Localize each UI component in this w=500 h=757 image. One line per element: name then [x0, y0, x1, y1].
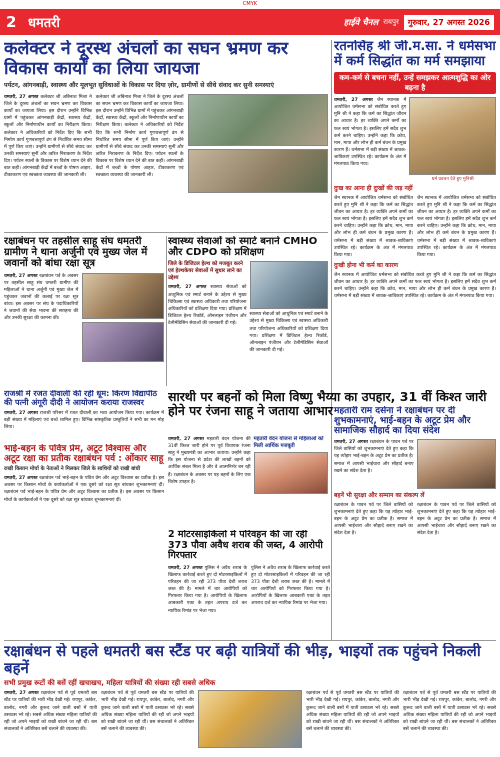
- monk-photo: [409, 97, 496, 175]
- health-training-byline: धमतरी, 27 अगस्त: [168, 285, 207, 291]
- liquor-seizure-body-col: [168, 565, 247, 615]
- shubhkamna-body: रक्षाबंधन के पावन पर्व पर जिले वासियों को शुभकामनाएं देते हुए कहा कि यह त्योहार भाई-बहन के अटूट प्रेम का प्रतीक है। समाज में आपसी भाईचारा और सौहार्द बनाए रखने का संदेश देता है।: [334, 440, 414, 474]
- lead-byline: धमतरी, 27 अगस्त: [4, 95, 39, 101]
- mahtari-vandan-body: महतारी वंदन योजना की 31वीं किश्त जारी होने पर पूर्व विधायक रंजना साहू ने मुख्यमंत्री का आभार जताया। उन्होंने कहा कि इस योजना से प्रदेश की लाखों बहनों को आर्थिक संबल मिला है और वे आत्मनिर्भर बन रही हैं। रक्षाबंधन के अवसर पर यह बहनों के लिए एक विशेष उपहार है।: [168, 437, 251, 485]
- bus-stand-headline: रक्षाबंधन से पहले धमतरी बस स्टैंड पर बढ़ी यात्रियों की भीड़, भाइयों तक पहुंचने निकली बहनें: [4, 643, 481, 677]
- lead-body-continued: कलेक्टर श्री अबिनाश मिश्रा ने जिले के दूरस्थ अंचलों का सघन भ्रमण कर विकास कार्यों का जायजा लिया। इस दौरान उन्होंने विभिन्न ग्रामों में पहुंचकर आंगनबाड़ी केंद्रों, स्वास्थ्य केंद्रों, स्कूलों और निर्माणाधीन कार्यों का निरीक्षण किया। कलेक्टर ने अधिकारियों को निर्देश दिए कि सभी निर्माण कार्य गुणवत्तापूर्ण ढंग से निर्धारित समय सीमा में पूर्ण किए जाएं। उन्होंने ग्रामीणों से सीधे संवाद कर उनकी समस्याएं सुनीं और त्वरित निराकरण के निर्देश दिए। पर्यटन स्थलों के विकास पर विशेष ध्यान देने की बात कही। आंगनबाड़ी केंद्रों में बच्चों के पोषण आहार, टीकाकरण एवं स्वच्छता व्यवस्था की जानकारी ली।: [95, 95, 184, 179]
- health-training-article: [168, 236, 328, 386]
- health-training-headline: स्वास्थ्य सेवाओं को स्मार्ट बनाने CMHO और CDPO को प्रशिक्षण: [168, 236, 318, 259]
- omkar-sahu-body: [4, 475, 164, 503]
- health-training-body: स्वास्थ्य सेवाओं को आधुनिक एवं स्मार्ट बनाने के उद्देश्य से मुख्य चिकित्सा एवं स्वास्थ्य अधिकारी तथा परियोजना अधिकारियों को प्रशिक्षण दिया गया। प्रशिक्षण में डिजिटल हेल्थ रिकॉर्ड, ऑनलाइन पंजीयन और टेलीमेडिसिन सेवाओं की जानकारी दी गई।: [168, 285, 247, 326]
- omkar-sahu-body-text-2: रक्षाबंधन पर्व भाई-बहन के पवित्र प्रेम और अटूट विश्वास का प्रतीक है। इस अवसर पर किसान मोर्चा के कार्यकर्ताओं ने एक दूसरे को रक्षा सूत्र बांधकर शुभकामनाएं दीं।: [4, 490, 164, 503]
- dharmsabha-byline: धमतरी, 27 अगस्त: [334, 98, 373, 104]
- bus-stand-subheadline: सभी प्रमुख रूटों की बसें रहीं खचाखच, महिला यात्रियों की संख्या रही सबसे अधिक: [4, 678, 216, 687]
- dharmsabha-body: जैन स्थानक में आयोजित धर्मसभा को संबोधित करते हुए मुनि श्री ने कहा कि कर्म का सिद्धांत जीवन का आधार है। हर व्यक्ति अपने कर्मों का फल स्वयं भोगता है। इसलिए हमें सदैव शुभ कर्म करने चाहिए। उन्होंने कहा कि क्रोध, मान, माया और लोभ ही कर्म बंधन के प्रमुख कारण हैं। धर्मसभा में बड़ी संख्या में श्रावक-श्राविकाएं उपस्थित रहे। कार्यक्रम के अंत में मंगलपाठ किया गया।: [334, 98, 407, 168]
- shubhkamna-body-3: रक्षाबंधन के पावन पर्व पर जिले वासियों को शुभकामनाएं देते हुए कहा कि यह त्योहार भाई-बहन के अटूट प्रेम का प्रतीक है। समाज में आपसी भाईचारा और सौहार्द बनाए रखने का संदेश देता है।: [417, 503, 496, 537]
- mahtari-vandan-body-col: [168, 436, 251, 494]
- omkar-sahu-inset: राखी किसान मोर्चा के नेताओं ने मिलकर जिले के साथियों को राखी बांधी: [4, 466, 141, 473]
- health-training-body-col: [168, 284, 247, 327]
- shubhkamna-body-col: [334, 439, 414, 489]
- health-training-body-col-2: [250, 311, 329, 354]
- rajshri-byline: धमतरी, 27 अगस्त: [4, 410, 38, 416]
- training-photo: [250, 261, 329, 309]
- bus-stand-byline: धमतरी, 27 अगस्त: [4, 691, 39, 697]
- dharmsabha-body-2: जैन स्थानक में आयोजित धर्मसभा को संबोधित करते हुए मुनि श्री ने कहा कि कर्म का सिद्धांत जीवन का आधार है। हर व्यक्ति अपने कर्मों का फल स्वयं भोगता है। इसलिए हमें सदैव शुभ कर्म करने चाहिए। उन्होंने कहा कि क्रोध, मान, माया और लोभ ही कर्म बंधन के प्रमुख कारण हैं। धर्मसभा में बड़ी संख्या में श्रावक-श्राविकाएं उपस्थित रहे। कार्यक्रम के अंत में मंगलपाठ किया गया।: [334, 195, 413, 258]
- sahu-sangh-headline: रक्षाबंधन पर तहसील साहू संघ धमतरी ग्रामीण ने थाना अर्जुनी एवं मुख्य जेल में जवानों को बांधा रक्षा सूत्र: [4, 236, 148, 270]
- liquor-seizure-body-2: पुलिस ने अवैध शराब के खिलाफ कार्रवाई करते हुए दो मोटरसाइकिलों में परिवहन की जा रही 373 पौवा देशी शराब जब्त की है। मामले में चार आरोपियों को गिरफ्तार किया गया है। आरोपियों के खिलाफ आबकारी एक्ट के तहत अपराध दर्ज कर न्यायिक रिमांड पर भेजा गया।: [251, 565, 330, 607]
- health-training-body-2: स्वास्थ्य सेवाओं को आधुनिक एवं स्मार्ट बनाने के उद्देश्य से मुख्य चिकित्सा एवं स्वास्थ्य अधिकारी तथा परियोजना अधिकारियों को प्रशिक्षण दिया गया। प्रशिक्षण में डिजिटल हेल्थ रिकॉर्ड, ऑनलाइन पंजीयन और टेलीमेडिसिन सेवाओं की जानकारी दी गई।: [249, 312, 328, 353]
- mahtari-vandan-byline: धमतरी, 27 अगस्त: [168, 437, 204, 442]
- lead-subheadline: पर्यटन, आंगनबाड़ी, स्वास्थ्य और मूलभूत सुविधाओं के विकास पर दिया ज़ोर, ग्रामीणों से सीधे संवाद कर सुनी समस्याएं: [4, 82, 274, 90]
- dharmsabha-body-4: जैन स्थानक में आयोजित धर्मसभा को संबोधित करते हुए मुनि श्री ने कहा कि कर्म का सिद्धांत जीवन का आधार है। हर व्यक्ति अपने कर्मों का फल स्वयं भोगता है। इसलिए हमें सदैव शुभ कर्म करने चाहिए। उन्होंने कहा कि क्रोध, मान, माया और लोभ ही कर्म बंधन के प्रमुख कारण हैं। धर्मसभा में बड़ी संख्या में श्रावक-श्राविकाएं उपस्थित रहे। कार्यक्रम के अंत में मंगलपाठ किया गया।: [334, 272, 496, 299]
- dharmsabha-body-col: [334, 97, 406, 182]
- liquor-seizure-body-col-2: [251, 565, 330, 615]
- liquor-seizure-headline: 2 मोटरसाइकिलों में परिवहन की जा रही 373 पौवा अवैध शराब की जब्त, 4 आरोपी गिरफ्तार: [168, 530, 323, 562]
- dharmsabha-subheadline: कम-कर्म से बचना नहीं, उन्हें समझकर आत्मशुद्धि का ओर बढ़ना है: [334, 72, 496, 94]
- sahu-sangh-body: रक्षाबंधन पर्व के अवसर पर तहसील साहू संघ धमतरी ग्रामीण की महिलाओं ने थाना अर्जुनी एवं मुख्य जेल में पहुंचकर जवानों की कलाई पर रक्षा सूत्र बांधा। इस अवसर पर संघ के पदाधिकारियों ने जवानों की सेवा भावना की सराहना की और उनकी सुरक्षा की कामना की।: [4, 273, 79, 322]
- shubhkamna-article: [334, 406, 496, 638]
- dharmsabha-kicker-2: दुःखी होना भी कर्म का कारण: [334, 261, 399, 269]
- bus-stand-body-col-1: [4, 690, 97, 748]
- lead-body: कलेक्टर श्री अबिनाश मिश्रा ने जिले के दूरस्थ अंचलों का सघन भ्रमण कर विकास कार्यों का जायजा लिया। इस दौरान उन्होंने विभिन्न ग्रामों में पहुंचकर आंगनबाड़ी केंद्रों, स्वास्थ्य केंद्रों, स्कूलों और निर्माणाधीन कार्यों का निरीक्षण किया। कलेक्टर ने अधिकारियों को निर्देश दिए कि सभी निर्माण कार्य गुणवत्तापूर्ण ढंग से निर्धारित समय सीमा में पूर्ण किए जाएं। उन्होंने ग्रामीणों से सीधे संवाद कर उनकी समस्याएं सुनीं और त्वरित निराकरण के निर्देश दिए। पर्यटन स्थलों के विकास पर विशेष ध्यान देने की बात कही। आंगनबाड़ी केंद्रों में बच्चों के पोषण आहार, टीकाकरण एवं स्वच्छता व्यवस्था की जानकारी ली।: [4, 95, 92, 179]
- bus-stand-body-col-4: [403, 690, 496, 748]
- divider: [4, 640, 496, 641]
- liquor-seizure-body: पुलिस ने अवैध शराब के खिलाफ कार्रवाई करते हुए दो मोटरसाइकिलों में परिवहन की जा रही 373 पौवा देशी शराब जब्त की है। मामले में चार आरोपियों को गिरफ्तार किया गया है। आरोपियों के खिलाफ आबकारी एक्ट के तहत अपराध दर्ज कर न्यायिक रिमांड पर भेजा गया।: [168, 565, 247, 614]
- omkar-sahu-article: [4, 444, 164, 574]
- column-divider: [331, 40, 332, 640]
- color-registration-strip: CMYK: [0, 0, 500, 8]
- rakhi-jail-photo: [82, 322, 164, 362]
- shubhkamna-body-2: रक्षाबंधन के पावन पर्व पर जिले वासियों को शुभकामनाएं देते हुए कहा कि यह त्योहार भाई-बहन के अटूट प्रेम का प्रतीक है। समाज में आपसी भाईचारा और सौहार्द बनाए रखने का संदेश देता है।: [334, 503, 413, 537]
- dharmsabha-kicker-1: दुःख का आना ही दुःखों की जड़ नहीं: [334, 185, 413, 193]
- edition-date: गुरुवार, 27 अगस्त 2026: [404, 15, 494, 30]
- omkar-sahu-headline: भाई-बहन के पवित्र प्रेम, अटूट विश्वास और अटूट रक्षा का प्रतीक रक्षाबंधन पर्व : ओंकार साहू: [4, 444, 164, 465]
- shubhkamna-kicker: बहनें भी सुरक्षा और सम्मान का संकल्प लें: [334, 492, 425, 500]
- page-number: 2: [6, 13, 17, 31]
- shubhkamna-byline: धमतरी, 27 अगस्त: [334, 440, 368, 446]
- sahu-sangh-body-col: [4, 273, 78, 362]
- liquor-seizure-article: [168, 530, 330, 630]
- column-divider: [166, 236, 167, 386]
- shubhkamna-body-col-2: [334, 502, 413, 538]
- dharmsabha-body-col-3: [417, 195, 496, 259]
- section-title: धमतरी: [28, 16, 60, 31]
- divider: [4, 232, 328, 233]
- dharmsabha-body-3: जैन स्थानक में आयोजित धर्मसभा को संबोधित करते हुए मुनि श्री ने कहा कि कर्म का सिद्धांत जीवन का आधार है। हर व्यक्ति अपने कर्मों का फल स्वयं भोगता है। इसलिए हमें सदैव शुभ कर्म करने चाहिए। उन्होंने कहा कि क्रोध, मान, माया और लोभ ही कर्म बंधन के प्रमुख कारण हैं। धर्मसभा में बड़ी संख्या में श्रावक-श्राविकाएं उपस्थित रहे। कार्यक्रम के अंत में मंगलपाठ किया गया।: [417, 195, 496, 258]
- collector-photo-1: [188, 94, 328, 146]
- omkar-sahu-byline: धमतरी, 27 अगस्त: [4, 476, 38, 482]
- dharmsabha-article: [334, 40, 496, 402]
- mahtari-vandan-headline: सारथी पर बहनों को मिला विष्णु भैय्या का उपहार, 31 वीं किश्त जारी होने पर रंजना साहू ने जताया आभार: [168, 390, 487, 418]
- collector-photo-2: [188, 149, 328, 193]
- liquor-seizure-byline: धमतरी, 27 अगस्त: [168, 565, 203, 571]
- omkar-sahu-body-text: रक्षाबंधन पर्व भाई-बहन के पवित्र प्रेम और अटूट विश्वास का प्रतीक है। इस अवसर पर किसान मोर्चा के कार्यकर्ताओं ने एक दूसरे को रक्षा सूत्र बांधकर शुभकामनाएं दीं।: [4, 476, 164, 489]
- lead-headline: कलेक्टर ने दूरस्थ अंचलों का सघन भ्रमण कर विकास कार्यों का लिया जायजा: [4, 40, 289, 79]
- page-masthead: [0, 9, 500, 35]
- rajshri-body-text: राजश्री परिसर में रजत दीवाली का भव्य आयोजन किया गया। कार्यक्रम में बड़ी संख्या में महिलाएं एवं बच्चे शामिल हुए। विभिन्न सांस्कृतिक प्रस्तुतियों ने सभी का मन मोह लिया।: [4, 410, 164, 431]
- rakhi-police-photo: [82, 273, 164, 319]
- bus-stand-photo: [198, 690, 302, 748]
- lead-photo-block: [188, 94, 328, 193]
- lead-article-collector-tour: [4, 40, 328, 230]
- rajshri-article: [4, 390, 164, 440]
- sahu-sangh-article: [4, 236, 164, 386]
- newspaper-brand: हाईवे चैनल: [343, 17, 379, 28]
- bus-stand-body-col-2: [101, 690, 194, 748]
- dharmsabha-body-col-2: [334, 195, 413, 259]
- bus-stand-body: रक्षाबंधन पर्व से पूर्व धमतरी बस स्टैंड पर यात्रियों की भारी भीड़ देखी गई। रायपुर, कांकेर, बालोद, नगरी और कुरूद जाने वाली बसों में यात्री ठसाठस भरे रहे। सबसे अधिक संख्या महिला यात्रियों की रही जो अपने भाइयों को राखी बांधने जा रही थीं। बस संचालकों ने अतिरिक्त बसें चलाने की व्यवस्था की।: [4, 691, 97, 732]
- mahtari-vandan-article: [168, 436, 328, 528]
- dharmsabha-body-col-4: [334, 272, 496, 300]
- shubhkamna-headline: महतारी राम दसेना ने रक्षाबंधन पर दी शुभकामनाएं, भाई-बहन के अटूट प्रेम और सामाजिक सौहार्द का दिया संदेश: [334, 406, 471, 437]
- leader-photo: [417, 439, 497, 489]
- bus-stand-body-3: रक्षाबंधन पर्व से पूर्व धमतरी बस स्टैंड पर यात्रियों की भारी भीड़ देखी गई। रायपुर, कांकेर, बालोद, नगरी और कुरूद जाने वाली बसों में यात्री ठसाठस भरे रहे। सबसे अधिक संख्या महिला यात्रियों की रही जो अपने भाइयों को राखी बांधने जा रही थीं। बस संचालकों ने अतिरिक्त बसें चलाने की व्यवस्था की।: [306, 691, 400, 732]
- lead-body-col-2: [96, 94, 184, 193]
- bus-stand-article: [4, 643, 496, 755]
- mahtari-vandan-bullet: महतारी वंदन योजना से महिलाओं को मिली आर्थिक मजबूती: [253, 436, 324, 450]
- lead-body-col-1: [4, 94, 92, 193]
- health-training-inset: जिले के डिजिटल हेल्थ को मजबूत करने एवं हेल्थकेयर सेवाओं में सुधार लाने का उद्देश्य: [168, 261, 243, 282]
- bus-stand-body-2: रक्षाबंधन पर्व से पूर्व धमतरी बस स्टैंड पर यात्रियों की भारी भीड़ देखी गई। रायपुर, कांकेर, बालोद, नगरी और कुरूद जाने वाली बसों में यात्री ठसाठस भरे रहे। सबसे अधिक संख्या महिला यात्रियों की रही जो अपने भाइयों को राखी बांधने जा रही थीं। बस संचालकों ने अतिरिक्त बसें चलाने की व्यवस्था की।: [100, 691, 194, 732]
- monk-photo-caption: धर्म प्रवचन देते हुए मुनिश्री: [431, 177, 474, 183]
- dharmsabha-headline: रतनसिंह श्री जी.म.सा. ने धर्मसभा में कर्म सिद्धांत का मर्म समझाया: [334, 40, 496, 69]
- rajshri-headline: राजश्री में रजत दीवाली की रही धूम: किरण विद्यापीठ की पत्नी अंगूरी दीदी ने आयोजन कराया राजस्वर: [4, 390, 158, 407]
- sahu-sangh-byline: धमतरी, 27 अगस्त: [4, 273, 38, 279]
- bus-stand-body-col-3: [306, 690, 399, 748]
- ranjana-sahu-photo: [254, 452, 328, 494]
- bus-stand-body-4: रक्षाबंधन पर्व से पूर्व धमतरी बस स्टैंड पर यात्रियों की भारी भीड़ देखी गई। रायपुर, कांकेर, बालोद, नगरी और कुरूद जाने वाली बसों में यात्री ठसाठस भरे रहे। सबसे अधिक संख्या महिला यात्रियों की रही जो अपने भाइयों को राखी बांधने जा रही थीं। बस संचालकों ने अतिरिक्त बसें चलाने की व्यवस्था की।: [403, 691, 496, 732]
- rajshri-body: [4, 410, 164, 431]
- masthead-right: [344, 15, 494, 30]
- shubhkamna-body-col-3: [417, 502, 496, 538]
- edition-city: रायपुर: [383, 17, 399, 26]
